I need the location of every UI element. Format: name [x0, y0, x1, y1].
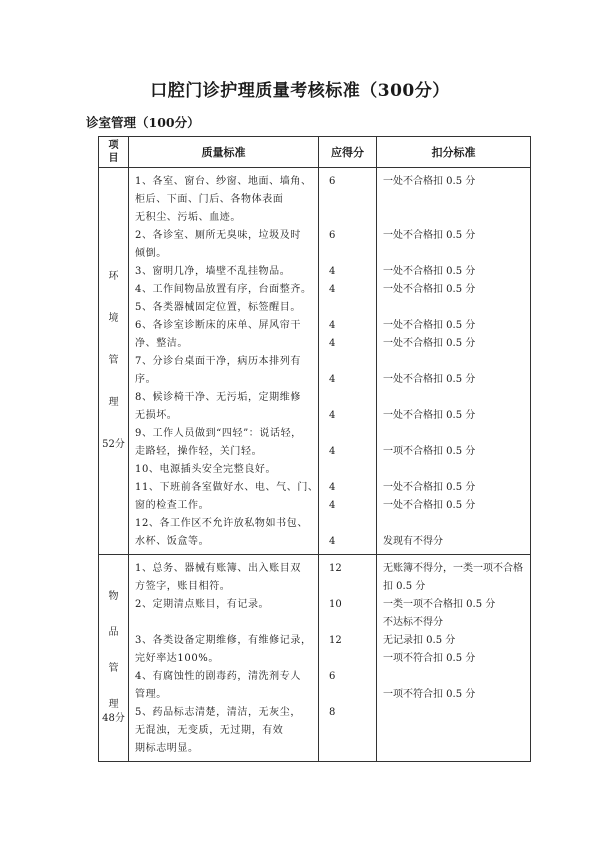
- standard-line: 走路轻，操作轻，关门轻。: [135, 446, 263, 457]
- category-char: 境: [108, 313, 119, 324]
- assessment-table: [98, 136, 531, 762]
- score-line: [325, 578, 370, 596]
- category-char: 理: [108, 699, 119, 710]
- score-line: [325, 425, 370, 443]
- category-char: 物: [108, 591, 119, 602]
- table-row-supplies: [99, 555, 531, 762]
- deduction-line: 一处不合格扣 0.5 分: [383, 266, 476, 277]
- deduction-line: 一处不合格扣 0.5 分: [383, 410, 476, 421]
- score-line: 4: [329, 374, 336, 385]
- standard-line: 倾倒。: [135, 248, 167, 259]
- score-line: 4: [329, 482, 336, 493]
- deduction-line: [383, 740, 524, 758]
- deduction-line: 一处不合格扣 0.5 分: [383, 374, 476, 385]
- standard-line: 4、工作间物品放置有序，台面整齐。: [135, 284, 312, 295]
- score-line: 12: [329, 563, 342, 574]
- deduction-line: [383, 389, 524, 407]
- score-line: [325, 650, 370, 668]
- score-line: [325, 740, 370, 758]
- score-line: 4: [329, 338, 336, 349]
- standard-line: 10、电源插头安全完整良好。: [135, 464, 277, 475]
- score-line: [325, 686, 370, 704]
- score-line: [325, 191, 370, 209]
- standard-line: 11、下班前各室做好水、电、气、门、: [135, 482, 319, 493]
- category-char: 环: [108, 271, 119, 282]
- score-line: [325, 515, 370, 533]
- standard-line: 净、整洁。: [135, 338, 188, 349]
- standard-line: 窗的检查工作。: [135, 500, 210, 511]
- category-char: 品: [108, 627, 119, 638]
- standard-list: [129, 555, 319, 762]
- standard-line: 3、各类设备定期维修，有维修记录，: [135, 635, 312, 646]
- standard-line: 6、各诊室诊断床的床单、屏风帘干: [135, 320, 301, 331]
- category-supplies: [99, 555, 129, 762]
- score-line: [325, 614, 370, 632]
- standard-line: 7、分诊台桌面干净，病历本排列有: [135, 356, 301, 367]
- header-item-label: 项目: [108, 140, 119, 164]
- score-line: [325, 245, 370, 263]
- deduction-line: [383, 245, 524, 263]
- standard-line: 无积尘、污垢、血迹。: [135, 212, 241, 223]
- standard-line: 5、药品标志清楚，清洁，无灰尘，: [135, 707, 301, 718]
- deduction-line: 无账簿不得分，一类一项不合格: [383, 563, 523, 574]
- standard-line: 2、定期清点账目，有记录。: [135, 599, 270, 610]
- standard-line: 1、各室、窗台、纱窗、地面、墙角、: [135, 176, 312, 187]
- header-item: [99, 137, 129, 168]
- category-char: 理: [108, 397, 119, 408]
- score-line: 4: [329, 500, 336, 511]
- deduction-line: 一项不合格扣 0.5 分: [383, 446, 476, 457]
- deduction-list: [377, 555, 531, 762]
- deduction-line: 一处不合格扣 0.5 分: [383, 176, 476, 187]
- score-line: [325, 299, 370, 317]
- standard-line: 水杯、饭盒等。: [135, 536, 210, 547]
- score-line: 4: [329, 410, 336, 421]
- header-standard: 质量标准: [129, 137, 319, 168]
- deduction-list: [377, 168, 531, 555]
- deduction-line: 一项不符合扣 0.5 分: [383, 653, 476, 664]
- deduction-line: 一项不符合扣 0.5 分: [383, 689, 476, 700]
- score-line: [325, 461, 370, 479]
- table-header-row: [99, 137, 531, 168]
- deduction-line: [383, 209, 524, 227]
- score-line: 10: [329, 599, 342, 610]
- standard-line: 1、总务、器械有账簿、出入账目双: [135, 563, 301, 574]
- standard-line: 完好率达100%。: [135, 653, 219, 664]
- header-deduction: 扣分标准: [377, 137, 531, 168]
- standard-line: 方签字，账目相符。: [135, 581, 231, 592]
- category-points: 48分: [102, 713, 125, 724]
- deduction-line: [383, 191, 524, 209]
- standard-line: 期标志明显。: [135, 743, 199, 754]
- deduction-line: [383, 668, 524, 686]
- section-heading: 诊室管理（100分）: [86, 115, 200, 130]
- standard-line: [135, 614, 312, 632]
- score-line: 4: [329, 266, 336, 277]
- table-row-environment: [99, 168, 531, 555]
- standard-line: 5、各类器械固定位置，标签醒目。: [135, 302, 301, 313]
- deduction-line: [383, 299, 524, 317]
- deduction-line: 一处不合格扣 0.5 分: [383, 482, 476, 493]
- score-line: [325, 209, 370, 227]
- deduction-line: 扣 0.5 分: [383, 581, 426, 592]
- score-line: 4: [329, 320, 336, 331]
- deduction-line: 一处不合格扣 0.5 分: [383, 230, 476, 241]
- deduction-line: 发现有不得分: [383, 536, 443, 547]
- standard-line: 12、各工作区不允许放私物如书包、: [135, 518, 308, 529]
- score-line: 6: [329, 230, 336, 241]
- deduction-line: 无记录扣 0.5 分: [383, 635, 456, 646]
- score-line: 4: [329, 284, 336, 295]
- deduction-line: [383, 722, 524, 740]
- document-title: 口腔门诊护理质量考核标准（300分）: [150, 81, 450, 101]
- category-char: 管: [108, 355, 119, 366]
- score-list: [319, 555, 377, 762]
- standard-line: 2、各诊室、厕所无臭味，垃圾及时: [135, 230, 301, 241]
- score-line: 6: [329, 176, 336, 187]
- deduction-line: [383, 353, 524, 371]
- standard-line: 管理。: [135, 689, 167, 700]
- score-line: [325, 722, 370, 740]
- standard-line: 无混浊，无变质，无过期，有效: [135, 725, 284, 736]
- standard-list: [129, 168, 319, 555]
- deduction-line: 一处不合格扣 0.5 分: [383, 338, 476, 349]
- score-line: [325, 389, 370, 407]
- score-line: 4: [329, 446, 336, 457]
- deduction-line: [383, 704, 524, 722]
- category-char: 管: [108, 663, 119, 674]
- standard-line: 8、候诊椅干净、无污垢，定期维修: [135, 392, 301, 403]
- header-score: 应得分: [319, 137, 377, 168]
- deduction-line: 一类一项不合格扣 0.5 分: [383, 599, 496, 610]
- standard-line: 3、窗明几净，墙壁不乱挂物品。: [135, 266, 291, 277]
- score-line: 4: [329, 536, 336, 547]
- score-line: 8: [329, 707, 336, 718]
- deduction-line: 一处不合格扣 0.5 分: [383, 284, 476, 295]
- standard-line: 4、有腐蚀性的剧毒药，清洗剂专人: [135, 671, 301, 682]
- deduction-line: [383, 425, 524, 443]
- standard-line: 无损坏。: [135, 410, 178, 421]
- score-list: [319, 168, 377, 555]
- score-line: 6: [329, 671, 336, 682]
- score-line: 12: [329, 635, 342, 646]
- deduction-line: 一处不合格扣 0.5 分: [383, 500, 476, 511]
- standard-line: 9、工作人员做到“四轻”：说话轻，: [135, 428, 302, 439]
- score-line: [325, 353, 370, 371]
- category-points: 52分: [102, 439, 125, 450]
- standard-line: 柜后、下面、门后、各物体表面: [135, 194, 284, 205]
- deduction-line: [383, 515, 524, 533]
- category-environment: [99, 168, 129, 555]
- deduction-line: 一处不合格扣 0.5 分: [383, 320, 476, 331]
- deduction-line: [383, 461, 524, 479]
- deduction-line: 不达标不得分: [383, 617, 443, 628]
- standard-line: 序。: [135, 374, 157, 385]
